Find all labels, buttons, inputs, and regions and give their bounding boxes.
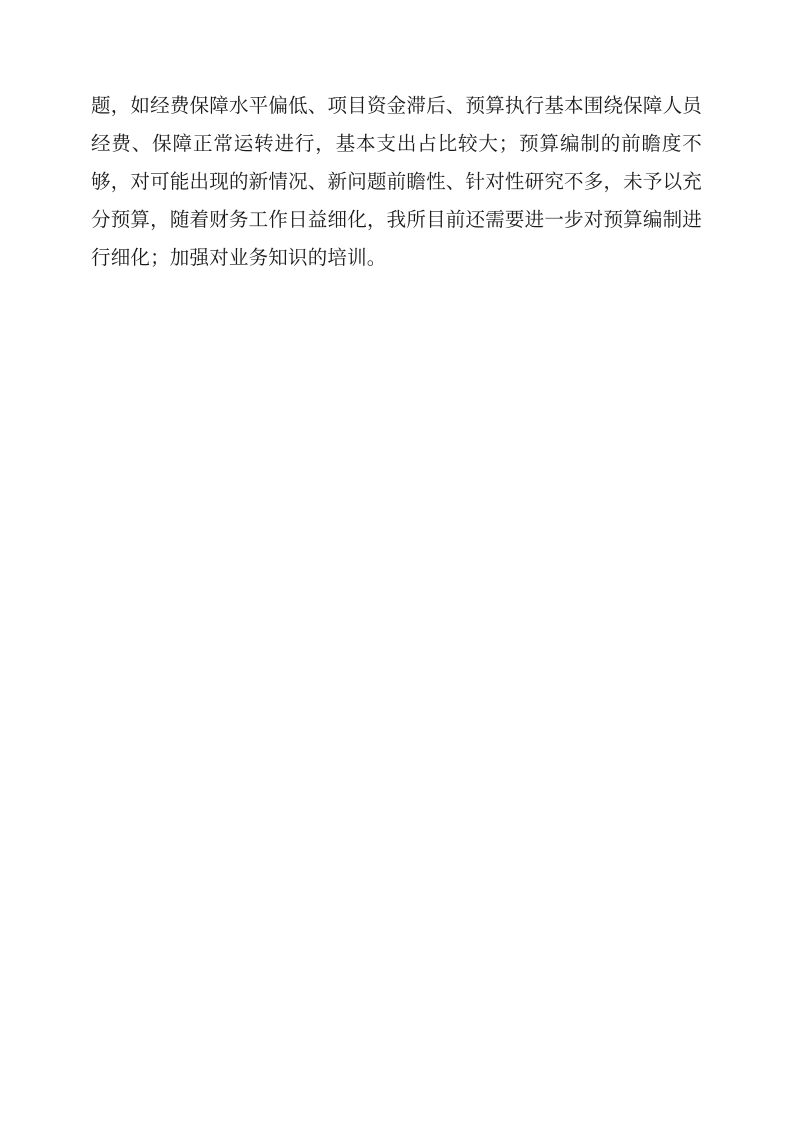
document-body: [91, 88, 702, 278]
body-paragraph: 题，如经费保障水平偏低、项目资金滞后、预算执行基本围绕保障人员经费、保障正常运转进行，基本支出占比较大；预算编制的前瞻度不够，对可能出现的新情况、新问题前瞻性、针对性研究不多，未予以充分预算，随着财务工作日益细化，我所目前还需要进一步对预算编制进行细化；加强对业务知识的培训。: [91, 96, 702, 269]
